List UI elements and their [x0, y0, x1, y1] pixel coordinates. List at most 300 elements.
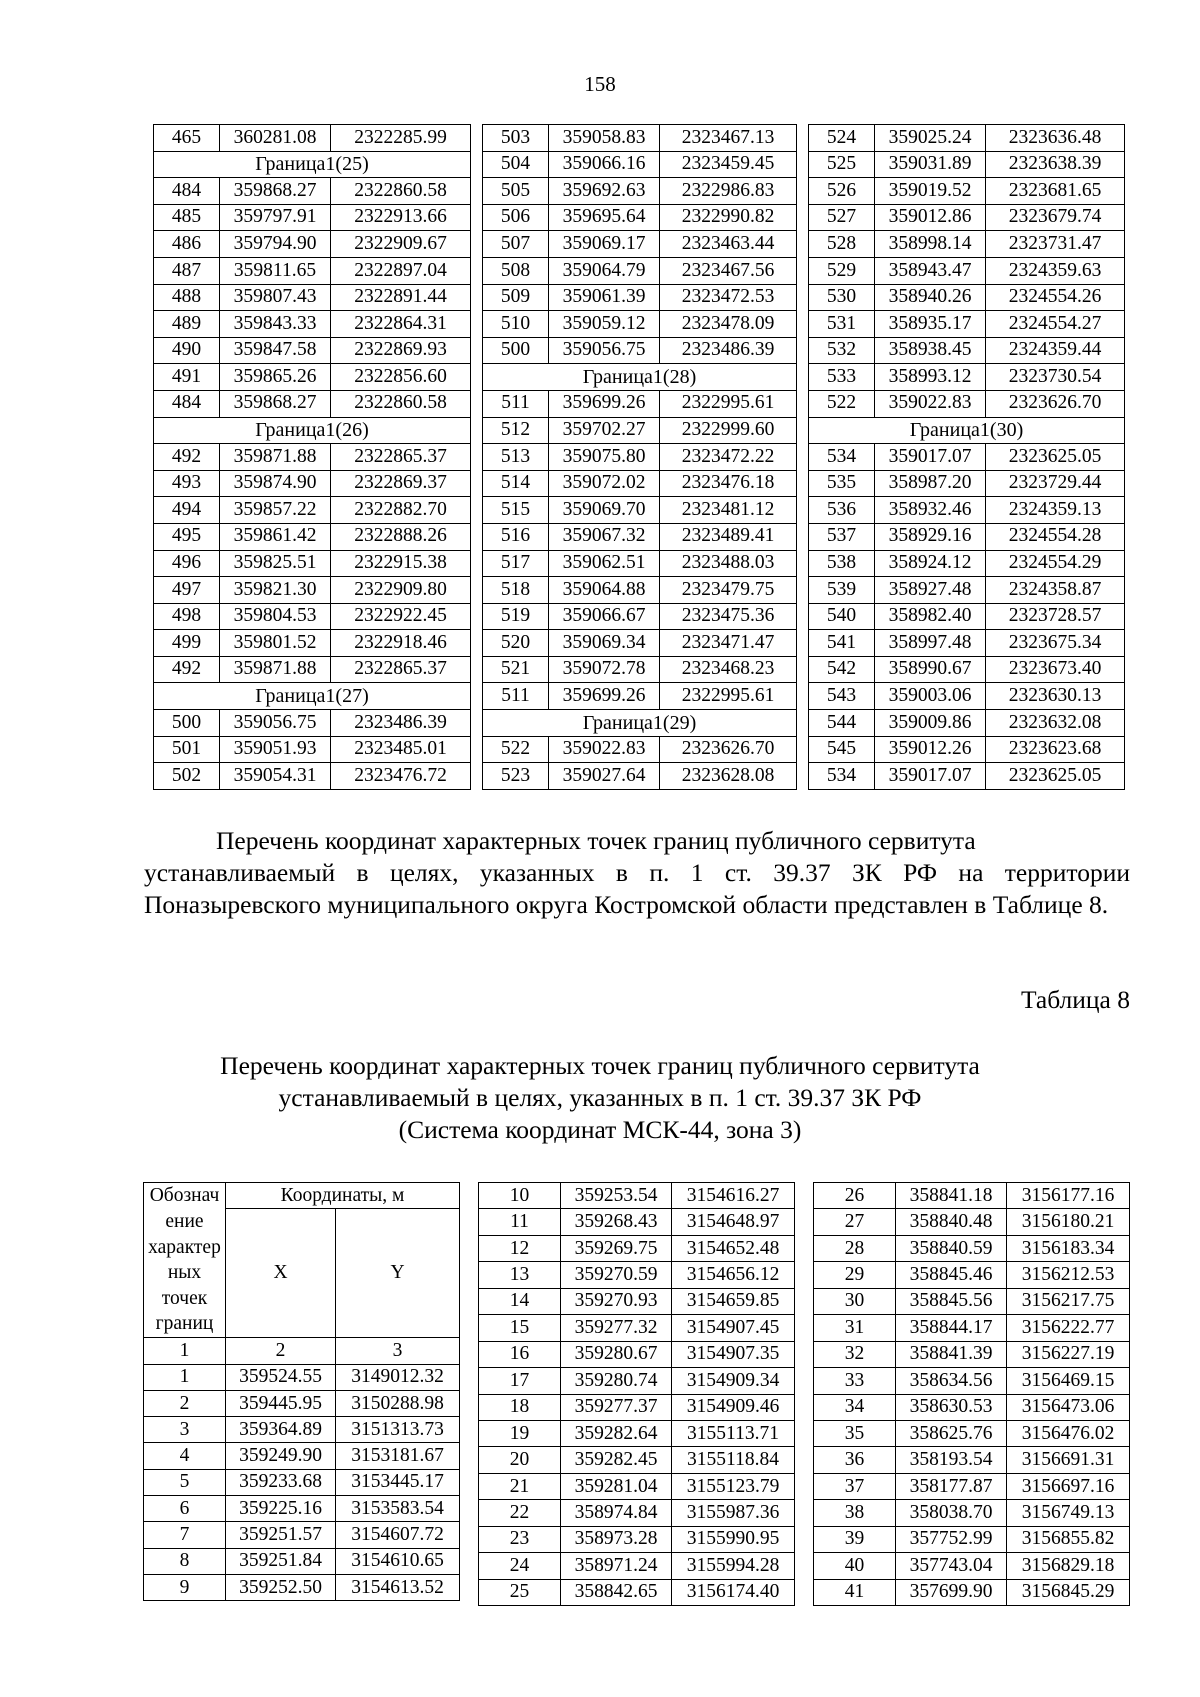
- x-coordinate-cell: 358840.59: [896, 1235, 1007, 1261]
- x-coordinate-cell: 358982.40: [875, 603, 986, 630]
- x-coordinate-cell: 359825.51: [220, 550, 331, 577]
- table-row: [154, 763, 471, 790]
- table-row: [814, 1420, 1130, 1446]
- y-coordinate-cell: 2322999.60: [660, 417, 797, 444]
- boundary-group-label: Граница1(28): [483, 364, 797, 391]
- point-number-cell: 7: [144, 1522, 226, 1548]
- y-coordinate-cell: 3156227.19: [1007, 1341, 1130, 1367]
- paragraph-continuation: устанавливаемый в целях, указанных в п. 1 ст. 39.37 ЗК РФ на территории Поназыревского муниципального округа Костромской области представлен в Таблице 8.: [144, 858, 1130, 919]
- y-coordinate-cell: 3151313.73: [336, 1417, 460, 1443]
- point-number-cell: 2: [144, 1390, 226, 1416]
- y-coordinate-cell: 2323636.48: [986, 125, 1125, 152]
- point-number-cell: 13: [479, 1262, 561, 1288]
- table-row: [483, 337, 797, 364]
- point-number-cell: 532: [809, 337, 875, 364]
- table-row: [154, 736, 471, 763]
- y-coordinate-cell: 2323626.70: [986, 390, 1125, 417]
- y-coordinate-cell: 3155994.28: [672, 1553, 795, 1579]
- boundary-group-row: [483, 364, 797, 391]
- table-row: [154, 125, 471, 152]
- point-number-cell: 6: [144, 1496, 226, 1522]
- table-row: [814, 1526, 1130, 1552]
- y-coordinate-cell: 3156222.77: [1007, 1315, 1130, 1341]
- point-number-cell: 510: [483, 311, 549, 338]
- y-coordinate-cell: 3156177.16: [1007, 1183, 1130, 1209]
- table-row: [479, 1579, 795, 1605]
- table8-header-row: [144, 1183, 460, 1209]
- y-coordinate-cell: 2323476.72: [331, 763, 471, 790]
- x-coordinate-cell: 359249.90: [226, 1443, 336, 1469]
- y-coordinate-cell: 2322882.70: [331, 497, 471, 524]
- point-number-cell: 543: [809, 683, 875, 710]
- table-row: [809, 603, 1125, 630]
- y-coordinate-cell: 2322869.37: [331, 470, 471, 497]
- table-row: [154, 523, 471, 550]
- y-coordinate-cell: 2322860.58: [331, 178, 471, 205]
- table-row: [154, 204, 471, 231]
- y-coordinate-cell: 2323638.39: [986, 151, 1125, 178]
- table-row: [154, 284, 471, 311]
- x-coordinate-cell: 358929.16: [875, 523, 986, 550]
- point-number-cell: 11: [479, 1209, 561, 1235]
- y-coordinate-cell: 2323476.18: [660, 470, 797, 497]
- point-number-cell: 521: [483, 656, 549, 683]
- point-number-cell: 527: [809, 204, 875, 231]
- y-coordinate-cell: 2322909.67: [331, 231, 471, 258]
- y-coordinate-cell: 2323486.39: [660, 337, 797, 364]
- x-coordinate-cell: 359847.58: [220, 337, 331, 364]
- table-row: [809, 444, 1125, 471]
- x-coordinate-cell: 358193.54: [896, 1447, 1007, 1473]
- y-coordinate-cell: 2323628.08: [660, 763, 797, 790]
- y-coordinate-cell: 2322864.31: [331, 311, 471, 338]
- table-row: [483, 125, 797, 152]
- y-coordinate-cell: 2322909.80: [331, 577, 471, 604]
- table-row: [154, 470, 471, 497]
- point-number-cell: 19: [479, 1420, 561, 1446]
- point-number-cell: 526: [809, 178, 875, 205]
- y-coordinate-cell: 2322990.82: [660, 204, 797, 231]
- x-coordinate-cell: 359280.67: [561, 1341, 672, 1367]
- y-coordinate-cell: 3156749.13: [1007, 1500, 1130, 1526]
- table-row: [479, 1526, 795, 1552]
- x-coordinate-cell: 359807.43: [220, 284, 331, 311]
- table-row: [809, 337, 1125, 364]
- table-row: [814, 1235, 1130, 1261]
- x-coordinate-cell: 359022.83: [549, 736, 660, 763]
- y-coordinate-cell: 2323489.41: [660, 523, 797, 550]
- y-coordinate-cell: 3154909.34: [672, 1368, 795, 1394]
- point-number-cell: 1: [144, 1364, 226, 1390]
- x-coordinate-cell: 359072.78: [549, 656, 660, 683]
- table-row: [479, 1209, 795, 1235]
- x-coordinate-cell: 359699.26: [549, 390, 660, 417]
- table-row: [814, 1288, 1130, 1314]
- point-number-cell: 28: [814, 1235, 896, 1261]
- table-row: [154, 231, 471, 258]
- table-row: [809, 390, 1125, 417]
- x-coordinate-cell: 358630.53: [896, 1394, 1007, 1420]
- point-number-cell: 30: [814, 1288, 896, 1314]
- y-coordinate-cell: 3156476.02: [1007, 1420, 1130, 1446]
- table-row: [479, 1183, 795, 1209]
- table-row: [483, 231, 797, 258]
- x-coordinate-cell: 359865.26: [220, 364, 331, 391]
- x-coordinate-cell: 359075.80: [549, 444, 660, 471]
- point-number-cell: 504: [483, 151, 549, 178]
- table-row: [814, 1368, 1130, 1394]
- point-number-cell: 544: [809, 710, 875, 737]
- table-row: [144, 1443, 460, 1469]
- point-number-cell: 12: [479, 1235, 561, 1261]
- point-number-cell: 528: [809, 231, 875, 258]
- y-coordinate-cell: 2322869.93: [331, 337, 471, 364]
- y-coordinate-cell: 3156183.34: [1007, 1235, 1130, 1261]
- point-number-cell: 531: [809, 311, 875, 338]
- table-row: [479, 1368, 795, 1394]
- x-coordinate-cell: 359003.06: [875, 683, 986, 710]
- y-coordinate-cell: 3156217.75: [1007, 1288, 1130, 1314]
- point-number-cell: 522: [809, 390, 875, 417]
- y-coordinate-cell: 3156845.29: [1007, 1579, 1130, 1605]
- boundary-group-label: Граница1(27): [154, 683, 471, 710]
- x-coordinate-cell: 360281.08: [220, 125, 331, 152]
- table-row: [144, 1417, 460, 1443]
- x-coordinate-cell: 359233.68: [226, 1469, 336, 1495]
- table-row: [483, 178, 797, 205]
- point-number-cell: 493: [154, 470, 220, 497]
- header-point-line: ение: [165, 1210, 204, 1232]
- table-row: [154, 364, 471, 391]
- table-row: [809, 656, 1125, 683]
- point-number-cell: 36: [814, 1447, 896, 1473]
- x-coordinate-cell: 358840.48: [896, 1209, 1007, 1235]
- x-coordinate-cell: 359445.95: [226, 1390, 336, 1416]
- y-coordinate-cell: 2322285.99: [331, 125, 471, 152]
- body-paragraph: [144, 825, 1130, 921]
- point-number-cell: 542: [809, 656, 875, 683]
- table-row: [483, 656, 797, 683]
- x-coordinate-cell: 358940.26: [875, 284, 986, 311]
- table-row: [814, 1553, 1130, 1579]
- table-row: [144, 1574, 460, 1600]
- x-coordinate-cell: 359524.55: [226, 1364, 336, 1390]
- header-point-designation: [144, 1183, 226, 1338]
- y-coordinate-cell: 2323729.44: [986, 470, 1125, 497]
- x-coordinate-cell: 359268.43: [561, 1209, 672, 1235]
- point-number-cell: 10: [479, 1183, 561, 1209]
- y-coordinate-cell: 3154607.72: [336, 1522, 460, 1548]
- x-coordinate-cell: 359027.64: [549, 763, 660, 790]
- table8-left: [143, 1182, 460, 1601]
- table-row: [809, 763, 1125, 790]
- y-coordinate-cell: 2324359.44: [986, 337, 1125, 364]
- y-coordinate-cell: 2323478.09: [660, 311, 797, 338]
- point-number-cell: 538: [809, 550, 875, 577]
- point-number-cell: 9: [144, 1574, 226, 1600]
- caption-line-1: Перечень координат характерных точек границ публичного сервитута: [220, 1051, 980, 1080]
- point-number-cell: 484: [154, 178, 220, 205]
- point-number-cell: 488: [154, 284, 220, 311]
- x-coordinate-cell: 359025.24: [875, 125, 986, 152]
- table-row: [809, 736, 1125, 763]
- point-number-cell: 524: [809, 125, 875, 152]
- y-coordinate-cell: 2324554.29: [986, 550, 1125, 577]
- x-coordinate-cell: 357752.99: [896, 1526, 1007, 1552]
- point-number-cell: 545: [809, 736, 875, 763]
- y-coordinate-cell: 2323468.23: [660, 656, 797, 683]
- point-number-cell: 535: [809, 470, 875, 497]
- table8-column-numbers-row: [144, 1338, 460, 1364]
- x-coordinate-cell: 359811.65: [220, 257, 331, 284]
- table-row: [483, 311, 797, 338]
- point-number-cell: 486: [154, 231, 220, 258]
- x-coordinate-cell: 359066.67: [549, 603, 660, 630]
- table-row: [483, 390, 797, 417]
- table-row: [483, 417, 797, 444]
- point-number-cell: 507: [483, 231, 549, 258]
- y-coordinate-cell: 3156473.06: [1007, 1394, 1130, 1420]
- y-coordinate-cell: 3156691.31: [1007, 1447, 1130, 1473]
- boundary-group-row: [154, 683, 471, 710]
- table-row: [809, 204, 1125, 231]
- y-coordinate-cell: 2322891.44: [331, 284, 471, 311]
- paragraph-first-line: Перечень координат характерных точек границ публичного сервитута: [216, 826, 976, 855]
- x-coordinate-cell: 359019.52: [875, 178, 986, 205]
- x-coordinate-cell: 359871.88: [220, 656, 331, 683]
- caption-line-3: (Система координат МСК-44, зона 3): [398, 1115, 802, 1144]
- table-row: [809, 550, 1125, 577]
- table-row: [483, 204, 797, 231]
- y-coordinate-cell: 3156829.18: [1007, 1553, 1130, 1579]
- x-coordinate-cell: 358177.87: [896, 1473, 1007, 1499]
- table-row: [144, 1364, 460, 1390]
- y-coordinate-cell: 2323675.34: [986, 630, 1125, 657]
- table-row: [809, 311, 1125, 338]
- x-coordinate-cell: 359857.22: [220, 497, 331, 524]
- x-coordinate-cell: 359069.34: [549, 630, 660, 657]
- y-coordinate-cell: 2323479.75: [660, 577, 797, 604]
- table-row: [144, 1390, 460, 1416]
- x-coordinate-cell: 359056.75: [549, 337, 660, 364]
- y-coordinate-cell: 2324554.27: [986, 311, 1125, 338]
- x-coordinate-cell: 359012.86: [875, 204, 986, 231]
- point-number-cell: 506: [483, 204, 549, 231]
- table-row: [479, 1288, 795, 1314]
- table8-right: [813, 1182, 1130, 1606]
- x-coordinate-cell: 359797.91: [220, 204, 331, 231]
- point-number-cell: 35: [814, 1420, 896, 1446]
- point-number-cell: 505: [483, 178, 549, 205]
- column-number: 1: [144, 1338, 226, 1364]
- table-row: [809, 125, 1125, 152]
- table-row: [483, 444, 797, 471]
- point-number-cell: 537: [809, 523, 875, 550]
- table-row: [483, 550, 797, 577]
- y-coordinate-cell: 2323730.54: [986, 364, 1125, 391]
- point-number-cell: 29: [814, 1262, 896, 1288]
- y-coordinate-cell: 2323486.39: [331, 710, 471, 737]
- table-row: [154, 497, 471, 524]
- table-row: [483, 523, 797, 550]
- y-coordinate-cell: 2323625.05: [986, 763, 1125, 790]
- table-row: [483, 603, 797, 630]
- x-coordinate-cell: 359269.75: [561, 1235, 672, 1261]
- y-coordinate-cell: 3155118.84: [672, 1447, 795, 1473]
- point-number-cell: 3: [144, 1417, 226, 1443]
- table-row: [483, 630, 797, 657]
- table-row: [483, 736, 797, 763]
- y-coordinate-cell: 3154656.12: [672, 1262, 795, 1288]
- x-coordinate-cell: 358943.47: [875, 257, 986, 284]
- y-coordinate-cell: 3153445.17: [336, 1469, 460, 1495]
- boundary-group-row: [154, 417, 471, 444]
- x-coordinate-cell: 359868.27: [220, 390, 331, 417]
- point-number-cell: 20: [479, 1447, 561, 1473]
- table-row: [154, 630, 471, 657]
- header-point-line: границ: [155, 1313, 214, 1335]
- x-coordinate-cell: 359009.86: [875, 710, 986, 737]
- table-row: [483, 763, 797, 790]
- boundary-group-row: [809, 417, 1125, 444]
- table-row: [483, 257, 797, 284]
- y-coordinate-cell: 3156855.82: [1007, 1526, 1130, 1552]
- y-coordinate-cell: 2323472.22: [660, 444, 797, 471]
- y-coordinate-cell: 3154610.65: [336, 1548, 460, 1574]
- x-coordinate-cell: 359277.32: [561, 1315, 672, 1341]
- y-coordinate-cell: 3155987.36: [672, 1500, 795, 1526]
- x-coordinate-cell: 359804.53: [220, 603, 331, 630]
- y-coordinate-cell: 2323459.45: [660, 151, 797, 178]
- table-row: [483, 577, 797, 604]
- x-coordinate-cell: 358938.45: [875, 337, 986, 364]
- y-coordinate-cell: 2322918.46: [331, 630, 471, 657]
- x-coordinate-cell: 357743.04: [896, 1553, 1007, 1579]
- point-number-cell: 34: [814, 1394, 896, 1420]
- x-coordinate-cell: 359056.75: [220, 710, 331, 737]
- point-number-cell: 501: [154, 736, 220, 763]
- table-caption: [0, 1050, 1200, 1146]
- point-number-cell: 516: [483, 523, 549, 550]
- point-number-cell: 40: [814, 1553, 896, 1579]
- point-number-cell: 4: [144, 1443, 226, 1469]
- coordinates-table-continuation-middle: [482, 124, 797, 790]
- table-row: [483, 683, 797, 710]
- table8-middle: [478, 1182, 795, 1606]
- y-coordinate-cell: 2323626.70: [660, 736, 797, 763]
- x-coordinate-cell: 358932.46: [875, 497, 986, 524]
- point-number-cell: 21: [479, 1473, 561, 1499]
- x-coordinate-cell: 359801.52: [220, 630, 331, 657]
- x-coordinate-cell: 359861.42: [220, 523, 331, 550]
- point-number-cell: 539: [809, 577, 875, 604]
- y-coordinate-cell: 2323625.05: [986, 444, 1125, 471]
- y-coordinate-cell: 2323673.40: [986, 656, 1125, 683]
- point-number-cell: 41: [814, 1579, 896, 1605]
- x-coordinate-cell: 359702.27: [549, 417, 660, 444]
- boundary-group-label: Граница1(29): [483, 710, 797, 737]
- y-coordinate-cell: 2324554.26: [986, 284, 1125, 311]
- table-row: [483, 497, 797, 524]
- x-coordinate-cell: 359280.74: [561, 1368, 672, 1394]
- table-row: [479, 1473, 795, 1499]
- y-coordinate-cell: 2322922.45: [331, 603, 471, 630]
- table-row: [154, 311, 471, 338]
- x-coordinate-cell: 359282.64: [561, 1420, 672, 1446]
- x-coordinate-cell: 358845.56: [896, 1288, 1007, 1314]
- table-row: [154, 550, 471, 577]
- y-coordinate-cell: 2323630.13: [986, 683, 1125, 710]
- y-coordinate-cell: 2322986.83: [660, 178, 797, 205]
- table-row: [154, 390, 471, 417]
- table-row: [814, 1183, 1130, 1209]
- y-coordinate-cell: 2323467.56: [660, 257, 797, 284]
- x-coordinate-cell: 358841.18: [896, 1183, 1007, 1209]
- y-coordinate-cell: 2323488.03: [660, 550, 797, 577]
- x-coordinate-cell: 358987.20: [875, 470, 986, 497]
- table-row: [479, 1420, 795, 1446]
- table-row: [483, 151, 797, 178]
- table-row: [154, 656, 471, 683]
- x-coordinate-cell: 358997.48: [875, 630, 986, 657]
- point-number-cell: 511: [483, 683, 549, 710]
- y-coordinate-cell: 2323471.47: [660, 630, 797, 657]
- x-coordinate-cell: 358935.17: [875, 311, 986, 338]
- header-point-line: ных: [167, 1262, 202, 1284]
- x-coordinate-cell: 359064.88: [549, 577, 660, 604]
- x-coordinate-cell: 358038.70: [896, 1500, 1007, 1526]
- x-coordinate-cell: 359069.70: [549, 497, 660, 524]
- x-coordinate-cell: 359281.04: [561, 1473, 672, 1499]
- table-row: [154, 577, 471, 604]
- table-row: [479, 1500, 795, 1526]
- x-coordinate-cell: 359031.89: [875, 151, 986, 178]
- x-coordinate-cell: 358842.65: [561, 1579, 672, 1605]
- x-coordinate-cell: 358993.12: [875, 364, 986, 391]
- table-row: [814, 1315, 1130, 1341]
- y-coordinate-cell: 2323463.44: [660, 231, 797, 258]
- table-row: [814, 1394, 1130, 1420]
- x-coordinate-cell: 358974.84: [561, 1500, 672, 1526]
- page-number: 158: [584, 72, 616, 96]
- x-coordinate-cell: 358990.67: [875, 656, 986, 683]
- table-row: [809, 178, 1125, 205]
- y-coordinate-cell: 2322888.26: [331, 523, 471, 550]
- table-row: [144, 1469, 460, 1495]
- table-row: [814, 1579, 1130, 1605]
- point-number-cell: 24: [479, 1553, 561, 1579]
- table-row: [809, 497, 1125, 524]
- x-coordinate-cell: 359843.33: [220, 311, 331, 338]
- point-number-cell: 33: [814, 1368, 896, 1394]
- table-row: [154, 444, 471, 471]
- x-coordinate-cell: 358844.17: [896, 1315, 1007, 1341]
- table-row: [154, 257, 471, 284]
- x-coordinate-cell: 359051.93: [220, 736, 331, 763]
- table-row: [809, 710, 1125, 737]
- point-number-cell: 500: [483, 337, 549, 364]
- table-row: [809, 630, 1125, 657]
- y-coordinate-cell: 2322860.58: [331, 390, 471, 417]
- table-row: [814, 1500, 1130, 1526]
- header-coordinates: Координаты, м: [226, 1183, 460, 1209]
- x-coordinate-cell: 358634.56: [896, 1368, 1007, 1394]
- point-number-cell: 32: [814, 1341, 896, 1367]
- table-row: [814, 1447, 1130, 1473]
- table-row: [479, 1394, 795, 1420]
- point-number-cell: 523: [483, 763, 549, 790]
- y-coordinate-cell: 2323481.12: [660, 497, 797, 524]
